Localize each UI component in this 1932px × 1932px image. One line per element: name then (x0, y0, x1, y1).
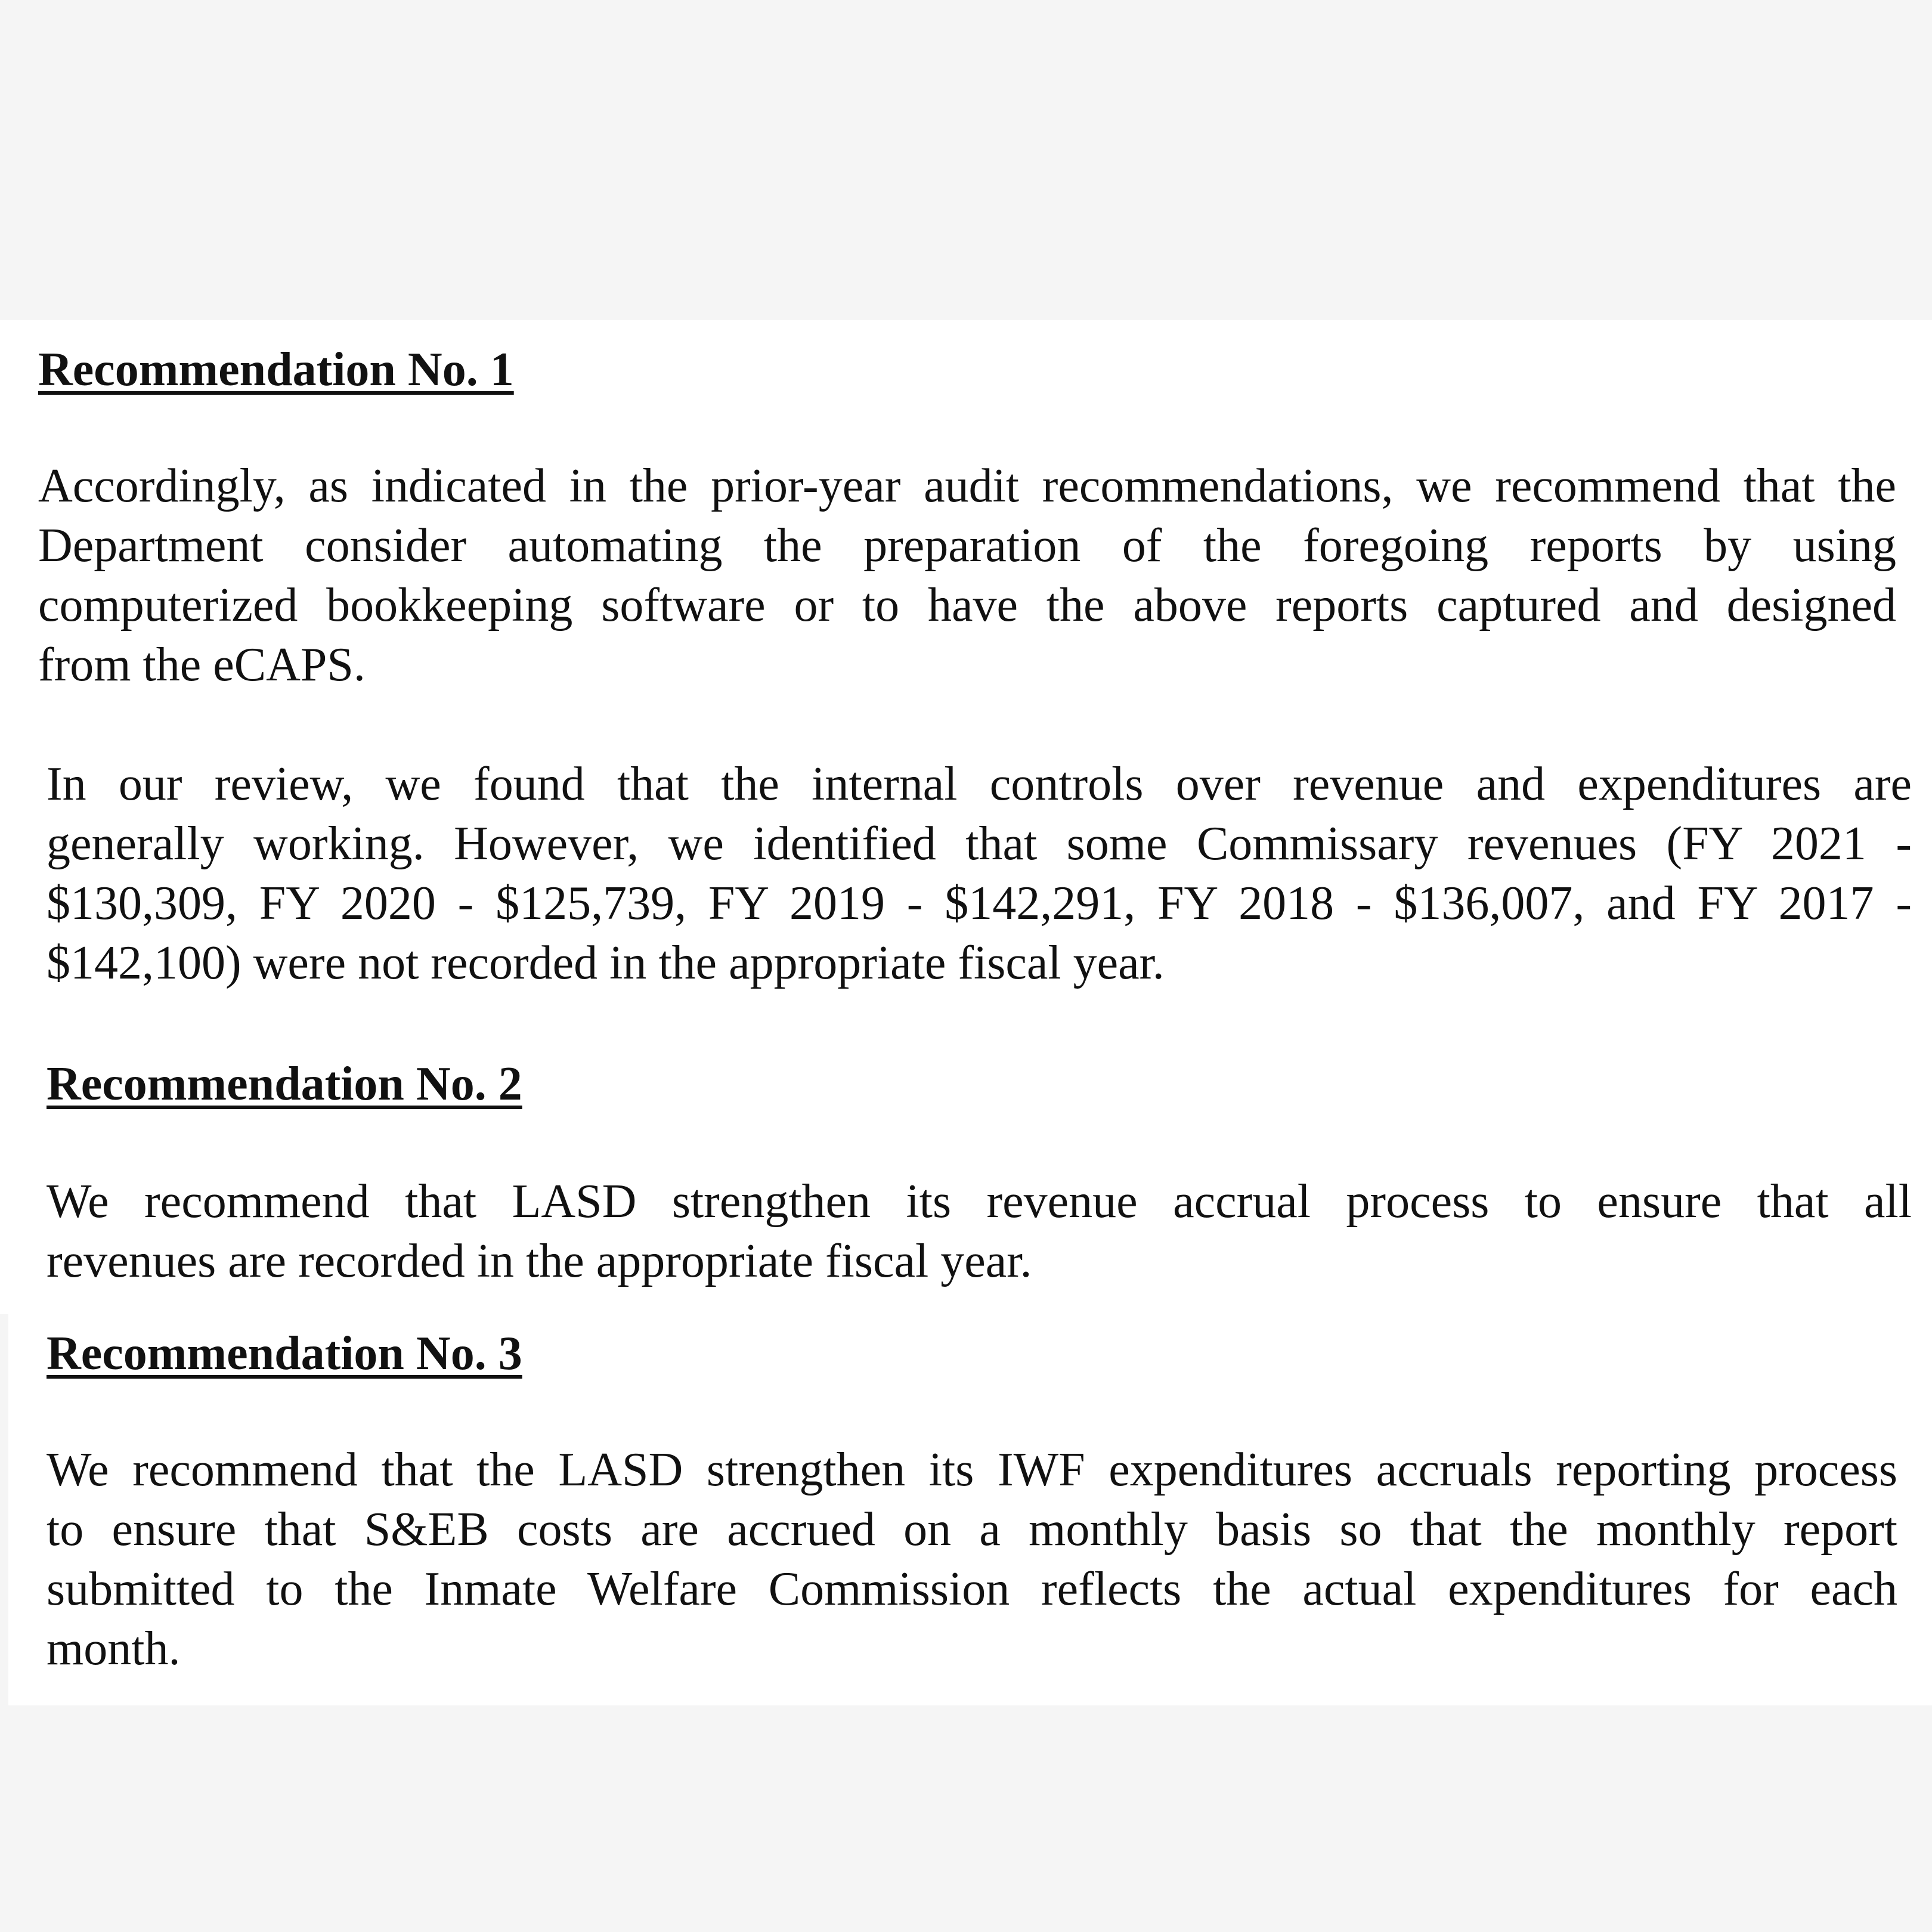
text-line: generally working. However, we identified that some Commissary revenues (FY 2021 - (47, 818, 1912, 870)
text-line: from the eCAPS. (38, 639, 366, 691)
recommendation-1-text (38, 456, 1896, 695)
text-line: $130,309, FY 2020 - $125,739, FY 2019 - $142,291, FY 2018 - $136,007, and FY 2017 - (47, 877, 1912, 930)
recommendation-1-heading: Recommendation No. 1 (38, 343, 514, 396)
text-line: to ensure that S&EB costs are accrued on a monthly basis so that the monthly report (47, 1503, 1897, 1556)
recommendation-3-heading: Recommendation No. 3 (47, 1327, 522, 1380)
text-line: We recommend that the LASD strengthen its IWF expenditures accruals reporting process (47, 1444, 1897, 1496)
text-line: In our review, we found that the internal controls over revenue and expenditures are (47, 758, 1912, 810)
review-findings-text (47, 754, 1912, 993)
recommendation-3-text (47, 1440, 1897, 1679)
text-line: $142,100) were not recorded in the appropriate fiscal year. (47, 937, 1165, 989)
text-line: Department consider automating the preparation of the foregoing reports by using (38, 519, 1896, 572)
text-line: month. (47, 1623, 181, 1675)
text-line: We recommend that LASD strengthen its revenue accrual process to ensure that all (47, 1175, 1912, 1228)
recommendation-2-heading: Recommendation No. 2 (47, 1058, 522, 1110)
text-line: Accordingly, as indicated in the prior-year audit recommendations, we recommend that the (38, 460, 1896, 512)
text-line: submitted to the Inmate Welfare Commission reflects the actual expenditures for each (47, 1563, 1897, 1615)
text-line: revenues are recorded in the appropriate fiscal year. (47, 1235, 1032, 1287)
text-line: computerized bookkeeping software or to have the above reports captured and designed (38, 579, 1896, 631)
recommendation-2-text (47, 1172, 1912, 1291)
